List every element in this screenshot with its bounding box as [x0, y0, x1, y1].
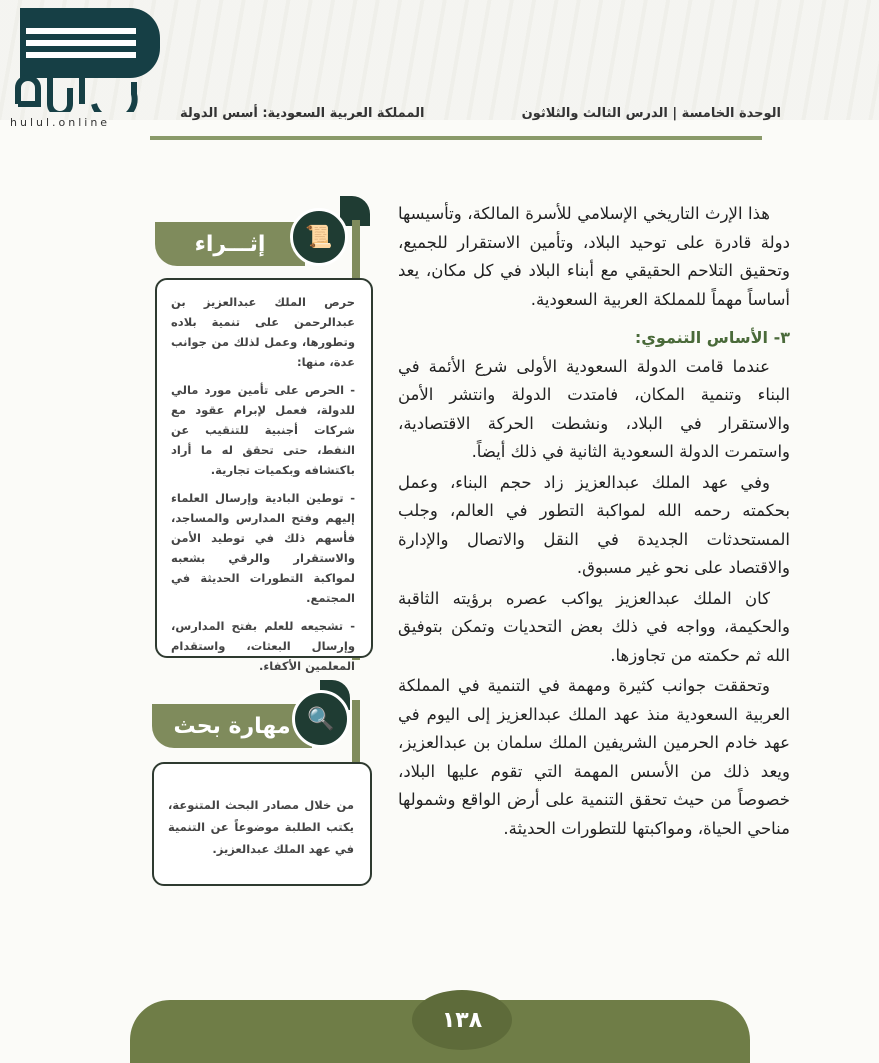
paragraph: وتحققت جوانب كثيرة ومهمة في التنمية في المملكة العربية السعودية منذ عهد الملك عبدالعزيز إلى اليوم في عهد خادم الحرمين الشريفين الملك سلمان بن عبدالعزيز، ويعد ذلك من الأسس المهمة التي تقوم عليها البلاد، خصوصاً من حيث تحقق التنمية على أرض الواقع وشمولها مناحي الحياة، ومواكبتها للتطورات الحديثة. — [398, 676, 790, 838]
enrichment-text: - توطين البادية وإرسال العلماء إليهم وفتح المدارس والمساجد، فأسهم ذلك في توطيد الأمن والاستقرار والرقي بشعبه لمواكبة التطورات الحديثة في المجتمع. — [171, 491, 355, 605]
research-title: مهارة بحث — [152, 704, 312, 748]
paragraph: هذا الإرث التاريخي الإسلامي للأسرة المالكة، وتأسيسها دولة قادرة على توحيد البلاد، وتأمين الاستقرار للجميع، وتحقيق التلاحم الحقيقي مع أبناء البلاد في كل مكان، يعد أساساً مهماً للمملكة العربية السعودية. — [398, 204, 790, 309]
scroll-icon: 📜 — [290, 208, 348, 266]
enrichment-text: - الحرص على تأمين مورد مالي للدولة، فعمل لإبرام عقود مع شركات أجنبية للتنقيب عن النفط، حتى تحقق له ما أراد باكتشافه وبكميات تجارية. — [171, 383, 355, 477]
site-logo — [10, 8, 170, 132]
paragraph: عندما قامت الدولة السعودية الأولى شرع الأئمة في البناء وتنمية المكان، فامتدت الدولة وانتشر الأمن والاستقرار في البلاد، ونشطت الحركة الاقتصادية، واستمرت الدولة السعودية الثانية في ذلك أيضاً. — [398, 356, 790, 461]
page-number: ١٣٨ — [412, 990, 512, 1050]
logo-tagline: hulul.online — [10, 116, 111, 129]
header-divider — [150, 136, 762, 140]
research-text: من خلال مصادر البحث المتنوعة، يكتب الطلبة موضوعاً عن التنمية في عهد الملك عبدالعزيز. — [168, 798, 354, 856]
magnifier-icon: 🔍 — [292, 690, 350, 748]
research-box — [152, 762, 372, 886]
header-unit-lesson: الوحدة الخامسة | الدرس الثالث والثلاثون — [521, 106, 781, 121]
main-text — [398, 200, 790, 845]
enrichment-text: حرص الملك عبدالعزيز بن عبدالرحمن على تنمية بلاده وتطورها، وعمل لذلك من جوانب عدة، منها: — [171, 295, 355, 369]
enrichment-text: - تشجيعه للعلم بفتح المدارس، وإرسال البعثات، واستقدام المعلمين الأكفاء. — [171, 619, 355, 673]
enrichment-title: إثـــراء — [155, 222, 305, 266]
logo-icon — [10, 8, 170, 112]
header-lesson-topic: المملكة العربية السعودية: أسس الدولة — [180, 106, 425, 121]
section-heading: ٣- الأساس التنموي: — [634, 328, 790, 347]
enrichment-box — [155, 278, 373, 673]
paragraph: كان الملك عبدالعزيز يواكب عصره برؤيته الثاقبة والحكيمة، وواجه في ذلك بعض التحديات وتمكن بتوفيق الله ثم حكمته من تجاوزها. — [398, 588, 790, 665]
paragraph: وفي عهد الملك عبدالعزيز زاد حجم البناء، وعمل بحكمته رحمه الله لمواكبة التطور في العالم، وجلب المستحدثات الجديدة في النقل والاتصال والإدارة والاقتصاد على نحو غير مسبوق. — [398, 472, 790, 577]
